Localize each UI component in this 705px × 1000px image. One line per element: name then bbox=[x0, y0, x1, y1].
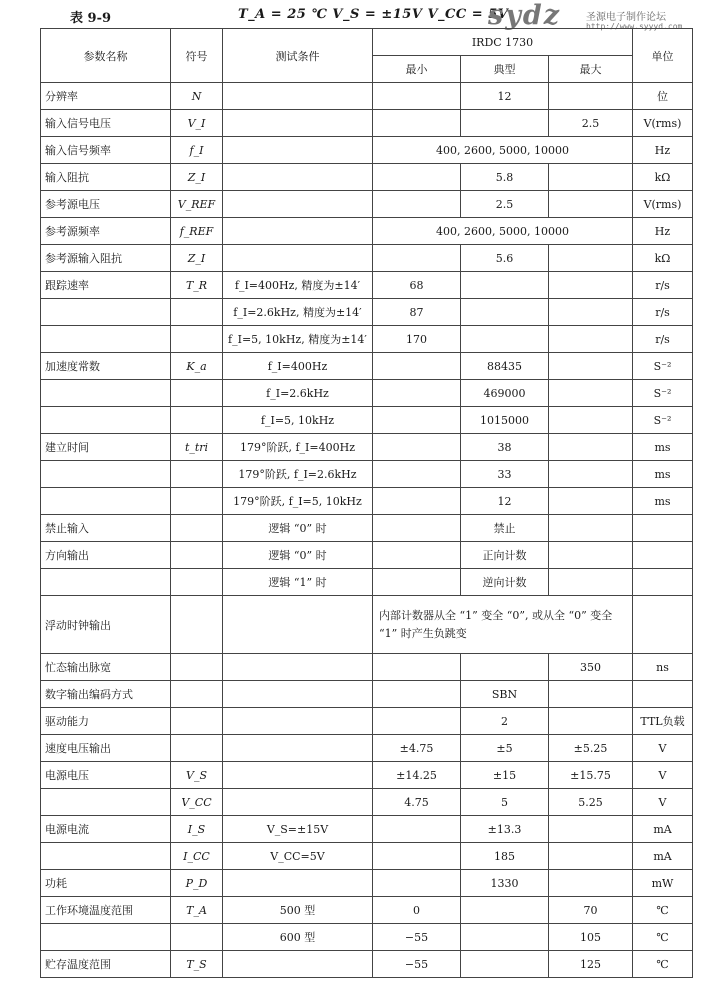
symbol bbox=[171, 299, 223, 326]
symbol: Z_I bbox=[171, 164, 223, 191]
param-name: 参考源输入阻抗 bbox=[41, 245, 171, 272]
value-min bbox=[373, 191, 461, 218]
param-name: 贮存温度范围 bbox=[41, 951, 171, 978]
unit: ℃ bbox=[633, 951, 693, 978]
unit: mA bbox=[633, 816, 693, 843]
unit: S⁻² bbox=[633, 380, 693, 407]
symbol: T_R bbox=[171, 272, 223, 299]
test-condition bbox=[223, 137, 373, 164]
param-name bbox=[41, 326, 171, 353]
symbol: f_I bbox=[171, 137, 223, 164]
value-typ bbox=[461, 897, 549, 924]
value-typ bbox=[461, 654, 549, 681]
test-condition: f_I=400Hz, 精度为±14′ bbox=[223, 272, 373, 299]
symbol: Z_I bbox=[171, 245, 223, 272]
table-row bbox=[41, 708, 693, 735]
symbol: I_S bbox=[171, 816, 223, 843]
value-max bbox=[549, 245, 633, 272]
test-conditions: T_A = 25 ℃ V_S = ±15V V_CC = 5V bbox=[238, 7, 509, 22]
unit: ℃ bbox=[633, 897, 693, 924]
value-typ: 33 bbox=[461, 461, 549, 488]
value-typ: 12 bbox=[461, 488, 549, 515]
param-name: 方向输出 bbox=[41, 542, 171, 569]
value-max: ±15.75 bbox=[549, 762, 633, 789]
test-condition: f_I=5, 10kHz, 精度为±14′ bbox=[223, 326, 373, 353]
param-name: 工作环境温度范围 bbox=[41, 897, 171, 924]
symbol: I_CC bbox=[171, 843, 223, 870]
value-min bbox=[373, 488, 461, 515]
unit bbox=[633, 569, 693, 596]
value-min bbox=[373, 407, 461, 434]
unit: Hz bbox=[633, 218, 693, 245]
table-row bbox=[41, 326, 693, 353]
param-name bbox=[41, 299, 171, 326]
table-row bbox=[41, 461, 693, 488]
table-row bbox=[41, 299, 693, 326]
value-typ: 185 bbox=[461, 843, 549, 870]
value-min: 87 bbox=[373, 299, 461, 326]
value-typ: ±5 bbox=[461, 735, 549, 762]
spec-table bbox=[40, 28, 693, 978]
value-span: 400, 2600, 5000, 10000 bbox=[373, 137, 633, 164]
value-min bbox=[373, 542, 461, 569]
value-max bbox=[549, 191, 633, 218]
param-name: 电源电流 bbox=[41, 816, 171, 843]
test-condition bbox=[223, 596, 373, 654]
symbol bbox=[171, 488, 223, 515]
param-name: 禁止输入 bbox=[41, 515, 171, 542]
header-symbol: 符号 bbox=[171, 29, 223, 83]
test-condition: 逻辑 “0” 时 bbox=[223, 515, 373, 542]
value-description: 内部计数器从全 “1” 变全 “0”, 或从全 “0” 变全 “1” 时产生负跳变 bbox=[373, 596, 633, 654]
value-max bbox=[549, 83, 633, 110]
test-condition: 600 型 bbox=[223, 924, 373, 951]
param-name: 参考源电压 bbox=[41, 191, 171, 218]
unit: V bbox=[633, 789, 693, 816]
value-max bbox=[549, 164, 633, 191]
table-row bbox=[41, 762, 693, 789]
table-row bbox=[41, 164, 693, 191]
unit: r/s bbox=[633, 326, 693, 353]
test-condition bbox=[223, 951, 373, 978]
symbol bbox=[171, 407, 223, 434]
test-condition bbox=[223, 708, 373, 735]
param-name bbox=[41, 843, 171, 870]
unit: S⁻² bbox=[633, 407, 693, 434]
param-name bbox=[41, 569, 171, 596]
param-name bbox=[41, 488, 171, 515]
unit: V(rms) bbox=[633, 191, 693, 218]
table-row bbox=[41, 816, 693, 843]
symbol bbox=[171, 569, 223, 596]
symbol: V_CC bbox=[171, 789, 223, 816]
value-typ bbox=[461, 272, 549, 299]
value-typ: 逆向计数 bbox=[461, 569, 549, 596]
param-name: 建立时间 bbox=[41, 434, 171, 461]
symbol: f_REF bbox=[171, 218, 223, 245]
symbol bbox=[171, 654, 223, 681]
symbol bbox=[171, 542, 223, 569]
symbol: K_a bbox=[171, 353, 223, 380]
param-name: 分辨率 bbox=[41, 83, 171, 110]
test-condition: 179°阶跃, f_I=2.6kHz bbox=[223, 461, 373, 488]
value-min bbox=[373, 164, 461, 191]
param-name: 输入信号电压 bbox=[41, 110, 171, 137]
table-row bbox=[41, 897, 693, 924]
value-max bbox=[549, 515, 633, 542]
param-name bbox=[41, 461, 171, 488]
value-typ bbox=[461, 299, 549, 326]
value-typ: 1330 bbox=[461, 870, 549, 897]
test-condition: 逻辑 “0” 时 bbox=[223, 542, 373, 569]
value-typ: 禁止 bbox=[461, 515, 549, 542]
value-min bbox=[373, 843, 461, 870]
table-row bbox=[41, 110, 693, 137]
symbol: V_REF bbox=[171, 191, 223, 218]
unit bbox=[633, 596, 693, 654]
value-min: 68 bbox=[373, 272, 461, 299]
unit bbox=[633, 681, 693, 708]
value-max bbox=[549, 407, 633, 434]
symbol bbox=[171, 596, 223, 654]
unit: Hz bbox=[633, 137, 693, 164]
value-min bbox=[373, 654, 461, 681]
unit: TTL负载 bbox=[633, 708, 693, 735]
value-max bbox=[549, 870, 633, 897]
test-condition: f_I=5, 10kHz bbox=[223, 407, 373, 434]
unit bbox=[633, 515, 693, 542]
value-min bbox=[373, 681, 461, 708]
value-max bbox=[549, 461, 633, 488]
test-condition bbox=[223, 245, 373, 272]
test-condition: 179°阶跃, f_I=400Hz bbox=[223, 434, 373, 461]
param-name: 功耗 bbox=[41, 870, 171, 897]
unit: ms bbox=[633, 488, 693, 515]
value-min: 170 bbox=[373, 326, 461, 353]
value-max: ±5.25 bbox=[549, 735, 633, 762]
value-typ: 38 bbox=[461, 434, 549, 461]
param-name: 跟踪速率 bbox=[41, 272, 171, 299]
table-row bbox=[41, 596, 693, 654]
unit: ms bbox=[633, 434, 693, 461]
symbol: T_S bbox=[171, 951, 223, 978]
header-min: 最小 bbox=[373, 56, 461, 83]
table-row bbox=[41, 353, 693, 380]
unit: mA bbox=[633, 843, 693, 870]
unit: V bbox=[633, 735, 693, 762]
param-name: 驱动能力 bbox=[41, 708, 171, 735]
test-condition bbox=[223, 218, 373, 245]
table-number: 表 9-9 bbox=[70, 11, 112, 26]
value-min: ±14.25 bbox=[373, 762, 461, 789]
value-min bbox=[373, 870, 461, 897]
value-min: −55 bbox=[373, 951, 461, 978]
test-condition bbox=[223, 762, 373, 789]
value-typ: 1015000 bbox=[461, 407, 549, 434]
test-condition bbox=[223, 870, 373, 897]
value-min bbox=[373, 569, 461, 596]
unit: r/s bbox=[633, 272, 693, 299]
param-name: 加速度常数 bbox=[41, 353, 171, 380]
value-max bbox=[549, 488, 633, 515]
value-min: 4.75 bbox=[373, 789, 461, 816]
value-min bbox=[373, 245, 461, 272]
param-name: 输入阻抗 bbox=[41, 164, 171, 191]
param-name: 电源电压 bbox=[41, 762, 171, 789]
table-row bbox=[41, 789, 693, 816]
value-max bbox=[549, 542, 633, 569]
symbol: T_A bbox=[171, 897, 223, 924]
watermark-url: http://www.syyyd.com bbox=[586, 22, 683, 31]
unit bbox=[633, 542, 693, 569]
table-row bbox=[41, 681, 693, 708]
table-row bbox=[41, 407, 693, 434]
header-unit: 单位 bbox=[633, 29, 693, 83]
symbol bbox=[171, 735, 223, 762]
unit: V(rms) bbox=[633, 110, 693, 137]
value-min: ±4.75 bbox=[373, 735, 461, 762]
value-typ: 正向计数 bbox=[461, 542, 549, 569]
table-row bbox=[41, 488, 693, 515]
value-max bbox=[549, 353, 633, 380]
value-min: 0 bbox=[373, 897, 461, 924]
value-min bbox=[373, 380, 461, 407]
unit: 位 bbox=[633, 83, 693, 110]
test-condition bbox=[223, 110, 373, 137]
value-min bbox=[373, 708, 461, 735]
table-row bbox=[41, 137, 693, 164]
test-condition bbox=[223, 83, 373, 110]
value-max bbox=[549, 326, 633, 353]
symbol: P_D bbox=[171, 870, 223, 897]
table-row bbox=[41, 245, 693, 272]
symbol bbox=[171, 515, 223, 542]
param-name: 速度电压输出 bbox=[41, 735, 171, 762]
symbol: V_I bbox=[171, 110, 223, 137]
test-condition: 179°阶跃, f_I=5, 10kHz bbox=[223, 488, 373, 515]
test-condition: V_CC=5V bbox=[223, 843, 373, 870]
symbol: t_tri bbox=[171, 434, 223, 461]
symbol bbox=[171, 461, 223, 488]
table-row bbox=[41, 515, 693, 542]
param-name: 参考源频率 bbox=[41, 218, 171, 245]
param-name: 忙态输出脉宽 bbox=[41, 654, 171, 681]
value-max bbox=[549, 299, 633, 326]
param-name bbox=[41, 789, 171, 816]
unit: kΩ bbox=[633, 164, 693, 191]
test-condition bbox=[223, 654, 373, 681]
unit: S⁻² bbox=[633, 353, 693, 380]
table-row bbox=[41, 83, 693, 110]
value-max: 350 bbox=[549, 654, 633, 681]
watermark-text: 圣源电子制作论坛 bbox=[586, 12, 666, 23]
value-max bbox=[549, 681, 633, 708]
param-name: 数字输出编码方式 bbox=[41, 681, 171, 708]
value-max bbox=[549, 708, 633, 735]
value-max: 125 bbox=[549, 951, 633, 978]
param-name bbox=[41, 407, 171, 434]
header-param: 参数名称 bbox=[41, 29, 171, 83]
value-typ: ±15 bbox=[461, 762, 549, 789]
test-condition bbox=[223, 789, 373, 816]
value-max bbox=[549, 380, 633, 407]
header-typ: 典型 bbox=[461, 56, 549, 83]
unit: kΩ bbox=[633, 245, 693, 272]
value-min bbox=[373, 816, 461, 843]
value-max: 70 bbox=[549, 897, 633, 924]
value-typ: 2 bbox=[461, 708, 549, 735]
table-row bbox=[41, 870, 693, 897]
value-max: 105 bbox=[549, 924, 633, 951]
symbol bbox=[171, 380, 223, 407]
value-max bbox=[549, 816, 633, 843]
value-typ: 5.6 bbox=[461, 245, 549, 272]
unit: ms bbox=[633, 461, 693, 488]
table-row bbox=[41, 843, 693, 870]
value-typ bbox=[461, 110, 549, 137]
value-typ: 88435 bbox=[461, 353, 549, 380]
value-max bbox=[549, 569, 633, 596]
value-min: −55 bbox=[373, 924, 461, 951]
table-row bbox=[41, 735, 693, 762]
symbol bbox=[171, 708, 223, 735]
value-min bbox=[373, 110, 461, 137]
value-max: 2.5 bbox=[549, 110, 633, 137]
value-min bbox=[373, 461, 461, 488]
symbol: V_S bbox=[171, 762, 223, 789]
table-row bbox=[41, 380, 693, 407]
value-min bbox=[373, 515, 461, 542]
unit: V bbox=[633, 762, 693, 789]
test-condition: 逻辑 “1” 时 bbox=[223, 569, 373, 596]
value-typ: 5.8 bbox=[461, 164, 549, 191]
value-typ: 2.5 bbox=[461, 191, 549, 218]
header-model: IRDC 1730 bbox=[373, 29, 633, 56]
table-row bbox=[41, 272, 693, 299]
symbol bbox=[171, 326, 223, 353]
value-typ bbox=[461, 924, 549, 951]
value-typ bbox=[461, 326, 549, 353]
test-condition: f_I=2.6kHz bbox=[223, 380, 373, 407]
test-condition bbox=[223, 735, 373, 762]
value-span: 400, 2600, 5000, 10000 bbox=[373, 218, 633, 245]
value-typ bbox=[461, 951, 549, 978]
value-typ: 5 bbox=[461, 789, 549, 816]
value-max bbox=[549, 843, 633, 870]
watermark-logo: sydz bbox=[488, 0, 562, 31]
table-row bbox=[41, 191, 693, 218]
table-row bbox=[41, 218, 693, 245]
value-max bbox=[549, 272, 633, 299]
param-name bbox=[41, 380, 171, 407]
symbol: N bbox=[171, 83, 223, 110]
test-condition: 500 型 bbox=[223, 897, 373, 924]
value-min bbox=[373, 434, 461, 461]
param-name bbox=[41, 924, 171, 951]
unit: ns bbox=[633, 654, 693, 681]
test-condition: V_S=±15V bbox=[223, 816, 373, 843]
value-max: 5.25 bbox=[549, 789, 633, 816]
value-typ: SBN bbox=[461, 681, 549, 708]
param-name: 浮动时钟输出 bbox=[41, 596, 171, 654]
value-min bbox=[373, 83, 461, 110]
unit: mW bbox=[633, 870, 693, 897]
table-body bbox=[41, 83, 693, 978]
test-condition bbox=[223, 191, 373, 218]
test-condition bbox=[223, 164, 373, 191]
table-row bbox=[41, 434, 693, 461]
value-max bbox=[549, 434, 633, 461]
table-row bbox=[41, 924, 693, 951]
param-name: 输入信号频率 bbox=[41, 137, 171, 164]
test-condition: f_I=2.6kHz, 精度为±14′ bbox=[223, 299, 373, 326]
value-typ: 469000 bbox=[461, 380, 549, 407]
table-row bbox=[41, 951, 693, 978]
unit: r/s bbox=[633, 299, 693, 326]
symbol bbox=[171, 681, 223, 708]
table-row bbox=[41, 542, 693, 569]
header-condition: 测试条件 bbox=[223, 29, 373, 83]
test-condition: f_I=400Hz bbox=[223, 353, 373, 380]
test-condition bbox=[223, 681, 373, 708]
header-max: 最大 bbox=[549, 56, 633, 83]
unit: ℃ bbox=[633, 924, 693, 951]
value-typ: ±13.3 bbox=[461, 816, 549, 843]
table-row bbox=[41, 569, 693, 596]
table-row bbox=[41, 654, 693, 681]
value-min bbox=[373, 353, 461, 380]
value-typ: 12 bbox=[461, 83, 549, 110]
symbol bbox=[171, 924, 223, 951]
